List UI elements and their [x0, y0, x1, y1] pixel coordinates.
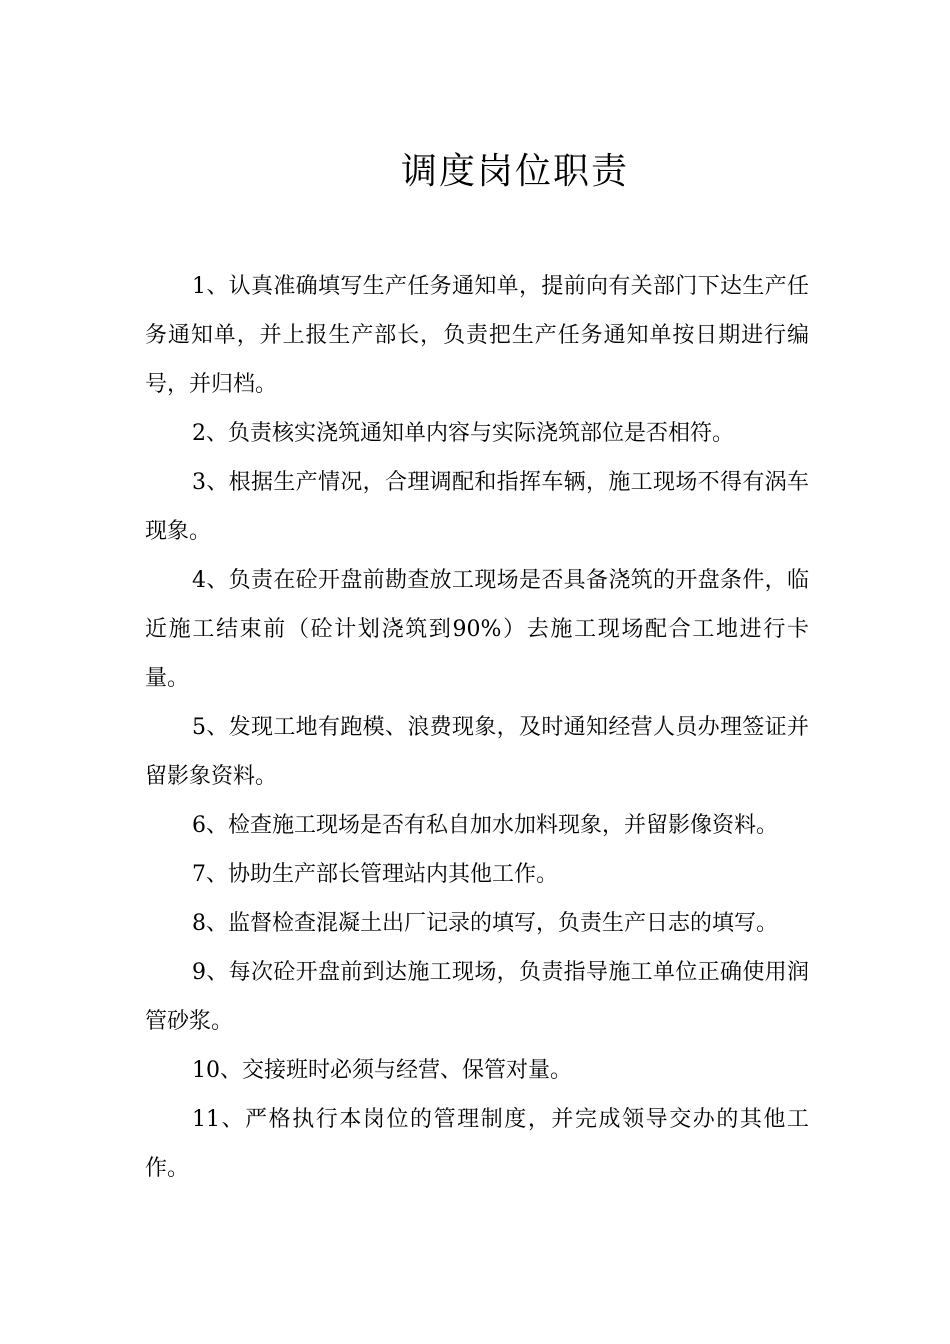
duty-item-6: 6、检查施工现场是否有私自加水加料现象，并留影像资料。 [192, 813, 778, 838]
duty-item-1: 1、认真准确填写生产任务通知单，提前向有关部门下达生产任务通知单，并上报生产部长，负责把生产任务通知单按日期进行编号，并归档。 [145, 274, 809, 397]
duty-item-3: 3、根据生产情况，合理调配和指挥车辆，施工现场不得有涡车现象。 [145, 470, 809, 544]
duty-item-7: 7、协助生产部长管理站内其他工作。 [192, 862, 558, 887]
document-body [145, 262, 809, 1193]
duty-item-9: 9、每次砼开盘前到达施工现场，负责指导施工单位正确使用润管砂浆。 [145, 960, 809, 1034]
duty-item-8: 8、监督检查混凝土出厂记录的填写，负责生产日志的填写。 [192, 911, 778, 936]
duty-item-11: 11、严格执行本岗位的管理制度，并完成领导交办的其他工作。 [145, 1107, 809, 1181]
duty-item-2: 2、负责核实浇筑通知单内容与实际浇筑部位是否相符。 [192, 421, 734, 446]
duty-item-4: 4、负责在砼开盘前勘查放工现场是否具备浇筑的开盘条件，临近施工结束前（砼计划浇筑到90%）去施工现场配合工地进行卡量。 [145, 568, 809, 691]
page-title: 调度岗位职责 [400, 151, 629, 192]
duty-item-5: 5、发现工地有跑模、浪费现象，及时通知经营人员办理签证并留影象资料。 [145, 715, 809, 789]
duty-item-10: 10、交接班时必须与经营、保管对量。 [192, 1058, 572, 1083]
